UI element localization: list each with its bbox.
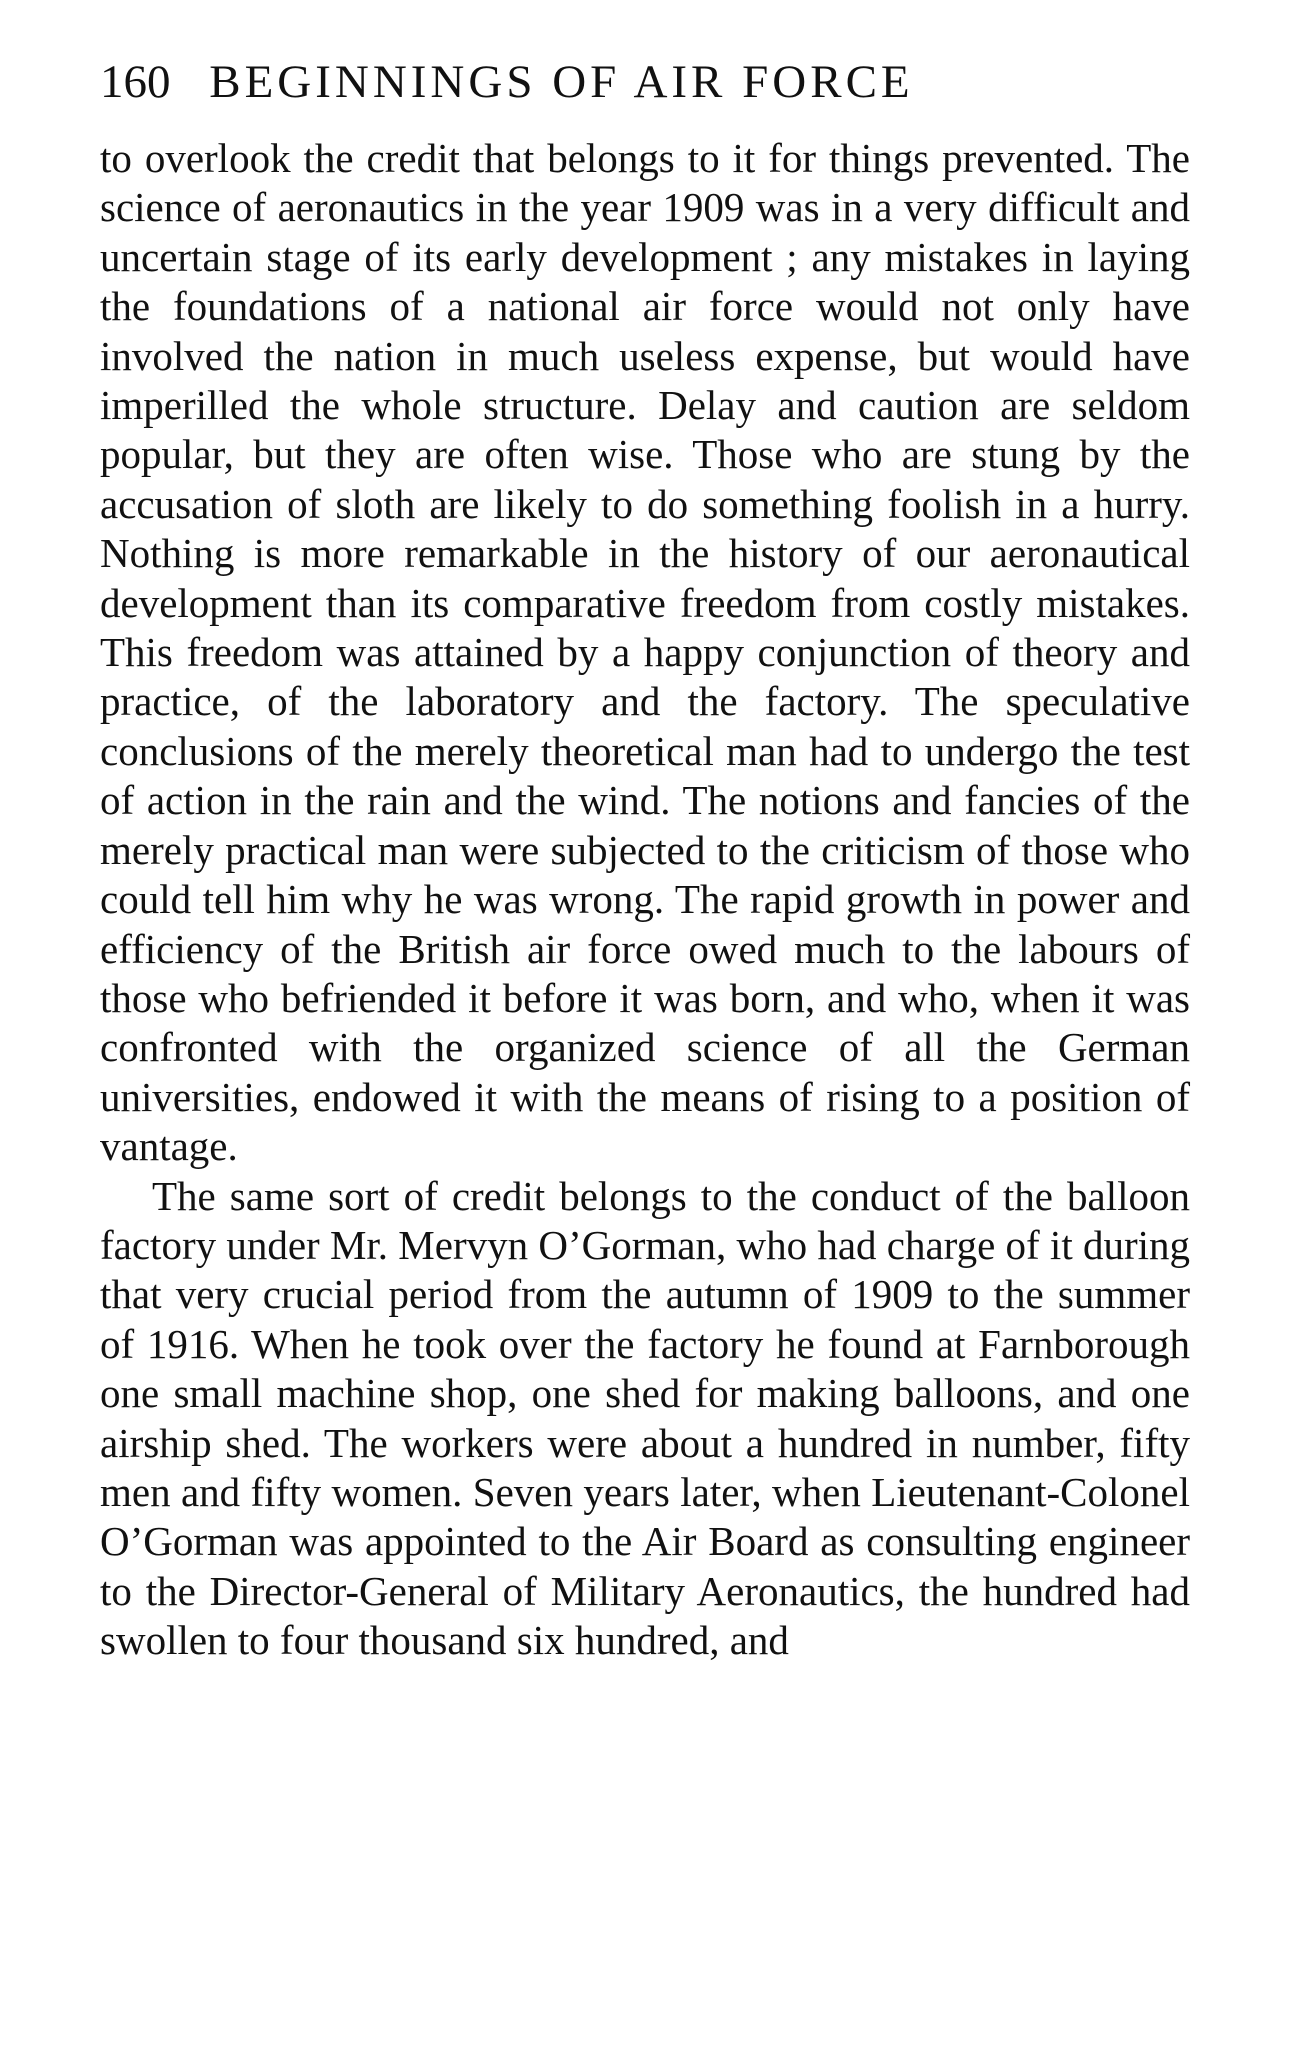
page-number: 160 — [100, 56, 171, 108]
running-head — [100, 50, 1200, 114]
running-title: BEGINNINGS OF AIR FORCE — [209, 56, 914, 108]
paragraph-2: The same sort of credit belongs to the conduct of the balloon factory under Mr. Mervyn O’Gorman, who had charge of it during that very crucial period from the autumn of 1909 to the summer of 1916. When he took over the factory he found at Farnborough one small machine shop, one shed for making balloons, and one airship shed. The workers were about a hundred in number, fifty men and fifty women. Seven years later, when Lieutenant-Colonel O’Gorman was appointed to the Air Board as consulting engineer to the Director-General of Military Aeronautics, the hundred had swollen to four thousand six hundred, and — [100, 1172, 1191, 1664]
body-text — [100, 134, 1190, 2024]
paragraph-1: to overlook the credit that belongs to it for things prevented. The science of aeronautics in the year 1909 was in a very difficult and uncertain stage of its early development ; any mistakes in laying the foundations of a national air force would not only have involved the nation in much useless expense, but would have imperilled the whole structure. Delay and caution are seldom popular, but they are often wise. Those who are stung by the accusation of sloth are likely to do something foolish in a hurry. Nothing is more remarkable in the history of our aeronautical development than its comparative freedom from costly mistakes. This freedom was attained by a happy conjunction of theory and practice, of the laboratory and the factory. The speculative conclusions of the merely theoretical man had to undergo the test of action in the rain and the wind. The notions and fancies of the merely practical man were subjected to the criticism of those who could tell him why he was wrong. The rapid growth in power and efficiency of the British air force owed much to the labours of those who befriended it before it was born, and who, when it was confronted with the organized science of all the German universities, endowed it with the means of rising to a position of vantage. — [100, 135, 1190, 1170]
